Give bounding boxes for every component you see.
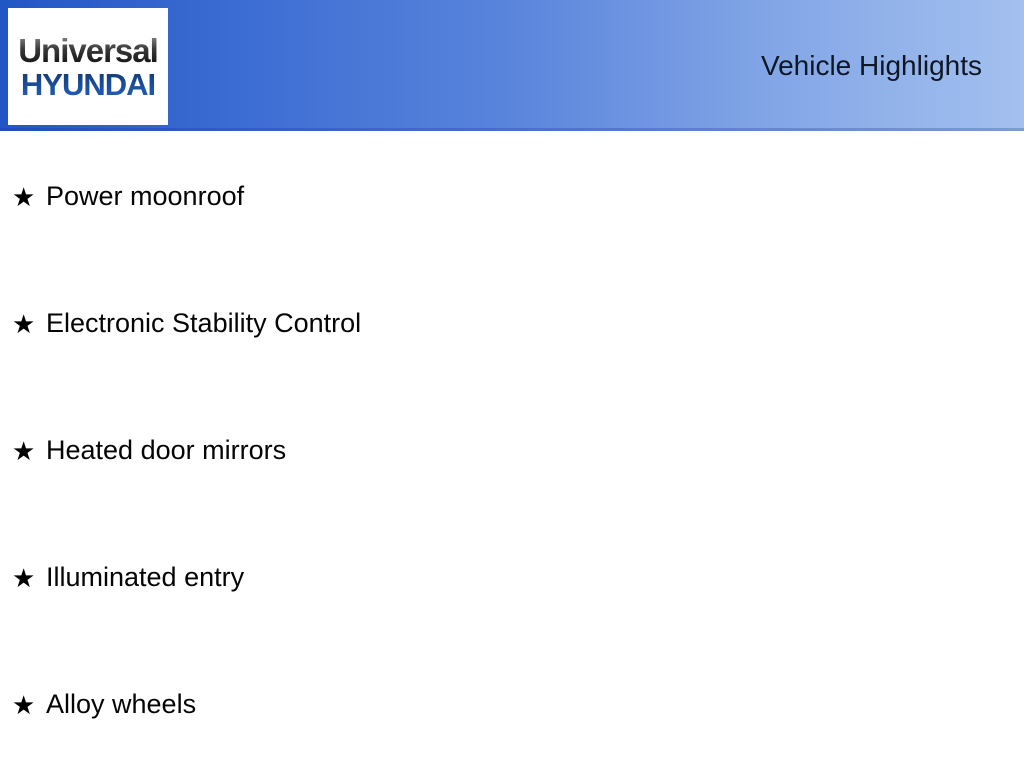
- list-item: [0, 641, 1024, 768]
- dealer-logo: [8, 8, 168, 125]
- star-icon: ★: [12, 308, 36, 339]
- highlight-label: Heated door mirrors: [46, 435, 287, 465]
- list-item: [0, 387, 1024, 514]
- list-item: [0, 133, 1024, 260]
- dealer-logo-name: Universal: [18, 31, 158, 69]
- star-icon: ★: [12, 689, 36, 720]
- star-icon: ★: [12, 435, 36, 466]
- highlights-list: [0, 131, 1024, 768]
- highlight-label: Electronic Stability Control: [46, 308, 362, 338]
- star-icon: ★: [12, 181, 36, 212]
- page-title: Vehicle Highlights: [760, 49, 982, 81]
- highlight-label: Alloy wheels: [46, 689, 197, 719]
- highlight-label: Illuminated entry: [46, 562, 245, 592]
- list-item: [0, 260, 1024, 387]
- list-item: [0, 514, 1024, 641]
- header-banner: [0, 0, 1024, 131]
- dealer-logo-brand: HYUNDAI: [20, 66, 156, 102]
- highlight-label: Power moonroof: [46, 181, 245, 211]
- star-icon: ★: [12, 562, 36, 593]
